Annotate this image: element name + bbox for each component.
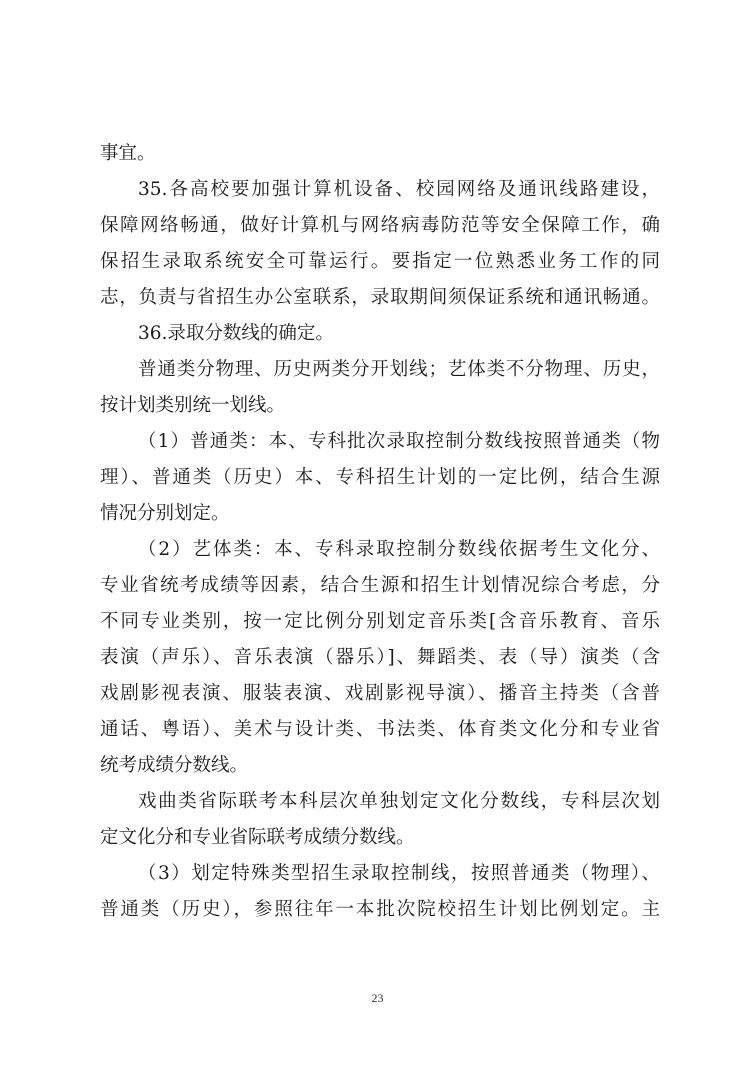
text-line: 理）、普通类（历史）本、专科招生计划的一定比例，结合生源 <box>100 467 660 488</box>
text-line: 专业省统考成绩等因素，结合生源和招生计划情况综合考虑，分 <box>100 575 660 596</box>
page-number: 23 <box>371 991 384 1005</box>
text-line: 保障网络畅通，做好计算机与网络病毒防范等安全保障工作，确 <box>100 215 660 236</box>
text-line: （1）普通类：本、专科批次录取控制分数线按照普通类（物 <box>138 431 660 452</box>
text-line: 事宜。 <box>100 143 156 164</box>
text-line: （2）艺体类：本、专科录取控制分数线依据考生文化分、 <box>138 539 660 560</box>
text-line: 普通类（历史），参照往年一本批次院校招生计划比例划定。主 <box>100 899 660 920</box>
text-line: （3）划定特殊类型招生录取控制线，按照普通类（物理）、 <box>138 863 660 884</box>
text-line: 统考成绩分数线。 <box>100 755 249 776</box>
text-line: 普通类分物理、历史两类分开划线；艺体类不分物理、历史， <box>138 359 660 380</box>
text-line: 定文化分和专业省际联考成绩分数线。 <box>100 827 415 848</box>
text-line: 戏剧影视表演、服装表演、戏剧影视导演）、播音主持类（含普 <box>100 683 660 704</box>
text-line: 戏曲类省际联考本科层次单独划定文化分数线，专科层次划 <box>138 791 660 812</box>
text-line: 35.各高校要加强计算机设备、校园网络及通讯线路建设， <box>138 179 660 200</box>
text-line: 表演（声乐）、音乐表演（器乐）]、舞蹈类、表（导）演类（含 <box>100 647 660 668</box>
text-line: 保招生录取系统安全可靠运行。要指定一位熟悉业务工作的同 <box>100 251 660 272</box>
text-line: 不同专业类别，按一定比例分别划定音乐类[含音乐教育、音乐 <box>100 611 660 632</box>
text-line: 通话、粤语）、美术与设计类、书法类、体育类文化分和专业省 <box>100 719 660 740</box>
text-line: 志，负责与省招生办公室联系，录取期间须保证系统和通讯畅通。 <box>100 287 660 308</box>
text-line: 按计划类别统一划线。 <box>100 395 286 416</box>
section-heading: 36.录取分数线的确定。 <box>138 323 334 344</box>
text-line: 情况分别划定。 <box>100 503 230 524</box>
